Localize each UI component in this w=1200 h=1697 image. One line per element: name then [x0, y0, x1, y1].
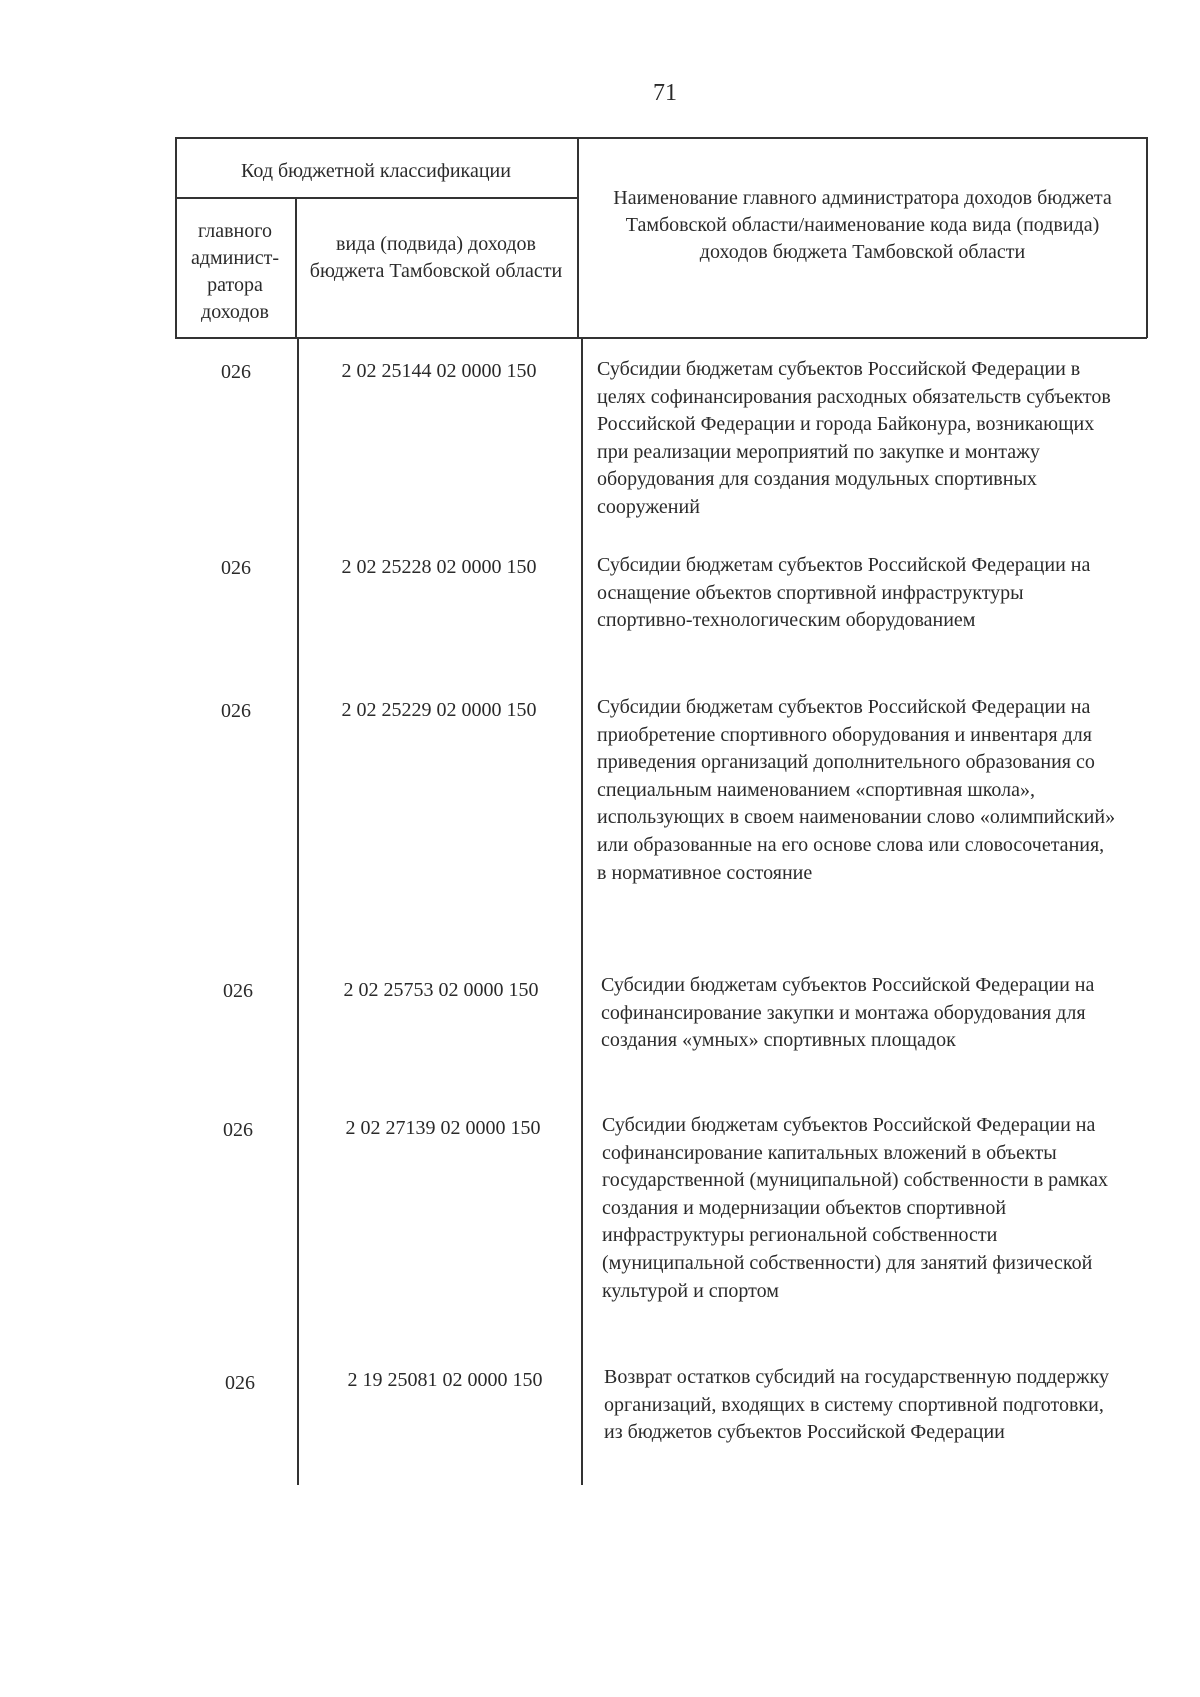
body-col-divider-2: [581, 337, 583, 1485]
page-number: 71: [653, 80, 677, 106]
row-2-admin-code: 026: [221, 557, 251, 579]
row-3-income-name: Субсидии бюджетам субъектов Российской Федерации на приобретение спортивного оборудования и инвентаря для приведения организаций дополнительного образования со специальным наименованием «спортивная школа», использующих в своем наименовании слово «олимпийский» или образованные на его основе слова или словосочетания, в нормативное состояние: [597, 696, 1116, 884]
row-5-income-code: 2 02 27139 02 0000 150: [345, 1117, 541, 1139]
row-5-admin-code: 026: [223, 1119, 253, 1141]
row-1-income-name: Субсидии бюджетам субъектов Российской Федерации в целях софинансирования расходных обязательств субъектов Российской Федерации и города Байконура, возникающих при реализации мероприятий по закупке и монтажу оборудования для создания модульных спортивных сооружений: [597, 358, 1111, 518]
header-col-divider-2: [577, 137, 579, 338]
header-right-border: [1146, 137, 1148, 338]
row-4-income-name: Субсидии бюджетам субъектов Российской Федерации на софинансирование закупки и монтажа оборудования для создания «умных» спортивных площадок: [601, 974, 1095, 1052]
row-2-income-name: Субсидии бюджетам субъектов Российской Федерации на оснащение объектов спортивной инфраструктуры спортивно-технологическим оборудованием: [597, 554, 1091, 632]
row-2-income-code: 2 02 25228 02 0000 150: [341, 556, 537, 578]
row-6-income-name: Возврат остатков субсидий на государственную поддержку организаций, входящих в систему спортивной подготовки, из бюджетов субъектов Российской Федерации: [604, 1366, 1110, 1444]
row-6-admin-code: 026: [225, 1372, 255, 1394]
row-4-admin-code: 026: [223, 980, 253, 1002]
header-col-admin: главного админист-ратора доходов: [190, 220, 280, 323]
header-col-divider-1: [295, 197, 297, 338]
row-3-income-code: 2 02 25229 02 0000 150: [341, 699, 537, 721]
header-bottom-border: [175, 337, 1147, 339]
row-1-admin-code: 026: [221, 361, 251, 383]
header-col-code: вида (подвида) доходов бюджета Тамбовской области: [309, 233, 563, 282]
row-5-income-name: Субсидии бюджетам субъектов Российской Федерации на софинансирование капитальных вложений в объекты государственной (муниципальной) собственности в рамках создания и модернизации объектов спортивной инфраструктуры региональной собственности (муниципальной собственности) для занятий физической культурой и спортом: [602, 1114, 1108, 1302]
row-6-income-code: 2 19 25081 02 0000 150: [347, 1369, 543, 1391]
row-4-income-code: 2 02 25753 02 0000 150: [343, 979, 539, 1001]
row-1-income-code: 2 02 25144 02 0000 150: [341, 360, 537, 382]
header-group-divider: [175, 197, 577, 199]
header-group-title: Код бюджетной классификации: [241, 160, 511, 182]
header-top-border: [175, 137, 1147, 139]
header-col-name: Наименование главного администратора доходов бюджета Тамбовской области/наименование кода вида (подвида) доходов бюджета Тамбовской области: [613, 187, 1112, 263]
body-col-divider-1: [297, 337, 299, 1485]
row-3-admin-code: 026: [221, 700, 251, 722]
